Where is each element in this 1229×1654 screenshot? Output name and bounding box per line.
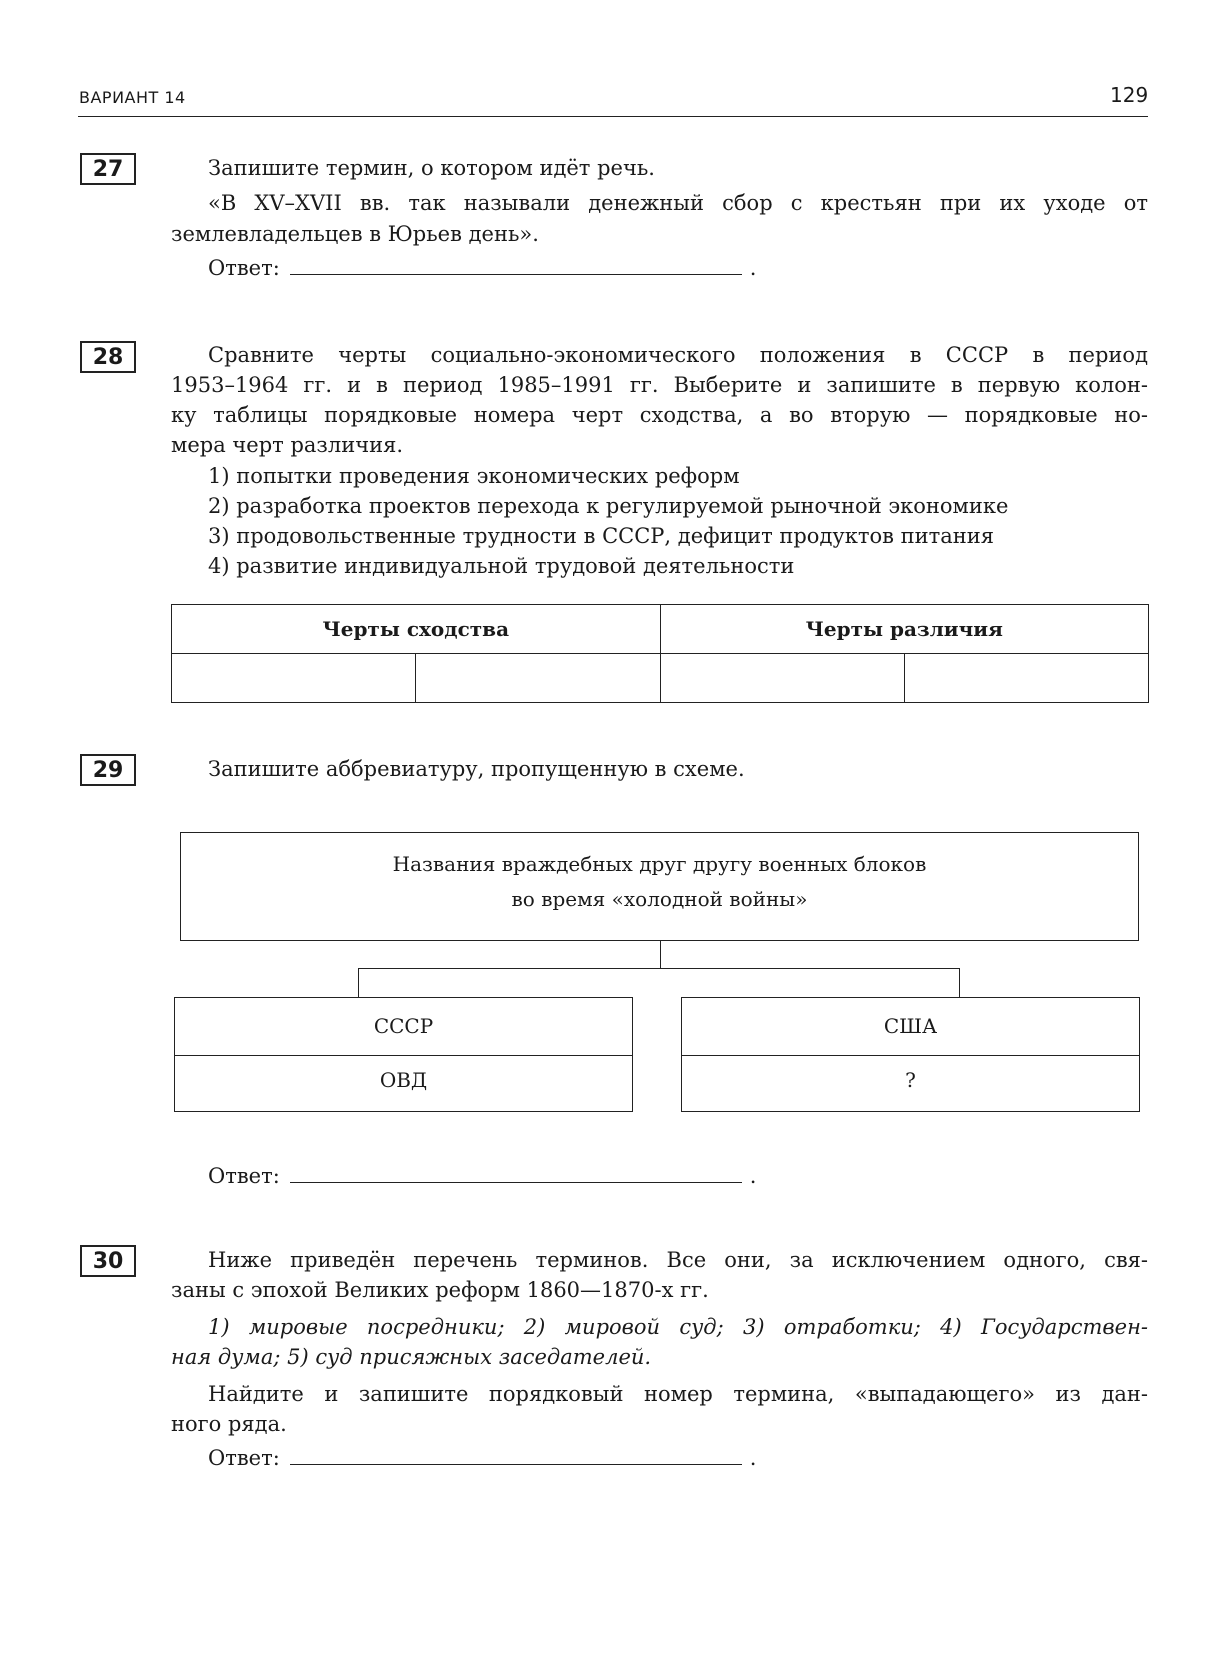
answer-line[interactable] [290,1448,742,1465]
q28-item-2: 2) разработка проектов перехода к регулируемой рыночной экономике [208,494,1009,518]
q29-answer[interactable]: Ответ: . [208,1164,757,1188]
diagram-right-box [681,997,1140,1112]
q28-text-line-4: мера черт различия. [171,433,404,457]
q30-task-line-1: Найдите и запишите порядковый номер термина, «выпадающего» из дан- [208,1382,1148,1406]
q30-task-line-2: ного ряда. [171,1412,287,1436]
q30-terms-line-1: 1) мировые посредники; 2) мировой суд; 3) отработки; 4) Государствен- [208,1315,1148,1339]
answer-label: Ответ: [208,1164,280,1188]
q28-text-line-3: ку таблицы порядковые номера черт сходства, а во вторую — порядковые но- [171,403,1148,427]
table-header-different: Черты различия [660,605,1149,654]
answer-line[interactable] [290,1166,742,1183]
q27-prompt: Запишите термин, о котором идёт речь. [208,156,655,180]
answer-cell-different-2[interactable] [904,654,1148,703]
diagram-connector-bracket [358,968,960,997]
diagram-top-line-1: Названия враждебных друг другу военных блоков [392,852,927,876]
diagram-right-header: США [682,998,1139,1056]
answer-line[interactable] [290,258,742,275]
header-rule [78,116,1148,117]
q28-text-line-1: Сравните черты социально-экономического положения в СССР в период [208,343,1148,367]
answer-cell-similar-2[interactable] [416,654,660,703]
diagram-left-value: ОВД [379,1068,428,1092]
diagram-right-value: ? [905,1068,916,1092]
q27-text-line-2: землевладельцев в Юрьев день». [171,222,539,246]
q30-text-line-2: заны с эпохой Великих реформ 1860—1870-х гг. [171,1278,709,1302]
q28-text-line-2: 1953–1964 гг. и в период 1985–1991 гг. Выберите и запишите в первую колон- [171,373,1148,397]
question-number-30: 30 [80,1245,136,1277]
q28-answer-table [171,604,1149,703]
q30-answer[interactable]: Ответ: . [208,1446,757,1470]
variant-label: ВАРИАНТ 14 [79,88,186,107]
q29-prompt: Запишите аббревиатуру, пропущенную в схеме. [208,757,745,781]
table-header-similar: Черты сходства [172,605,661,654]
answer-cell-similar-1[interactable] [172,654,416,703]
q27-answer[interactable]: Ответ: . [208,256,757,280]
q30-text-line-1: Ниже приведён перечень терминов. Все они, за исключением одного, свя- [208,1248,1148,1272]
diagram-left-box [174,997,633,1112]
q27-text-line-1: «В XV–XVII вв. так называли денежный сбор с крестьян при их уходе от [208,191,1148,215]
q30-terms-line-2: ная дума; 5) суд присяжных заседателей. [171,1345,652,1369]
answer-cell-different-1[interactable] [660,654,904,703]
q28-item-4: 4) развитие индивидуальной трудовой деятельности [208,554,795,578]
question-number-29: 29 [80,754,136,786]
answer-label: Ответ: [208,1446,280,1470]
diagram-top-line-2: во время «холодной войны» [511,887,808,911]
q28-item-1: 1) попытки проведения экономических реформ [208,464,740,488]
q28-item-3: 3) продовольственные трудности в СССР, дефицит продуктов питания [208,524,994,548]
diagram-connector-vertical [660,941,661,969]
diagram-top-box [180,832,1139,941]
diagram-left-header: СССР [175,998,632,1056]
question-number-27: 27 [80,153,136,185]
page-number: 129 [1110,83,1149,107]
answer-label: Ответ: [208,256,280,280]
question-number-28: 28 [80,341,136,373]
